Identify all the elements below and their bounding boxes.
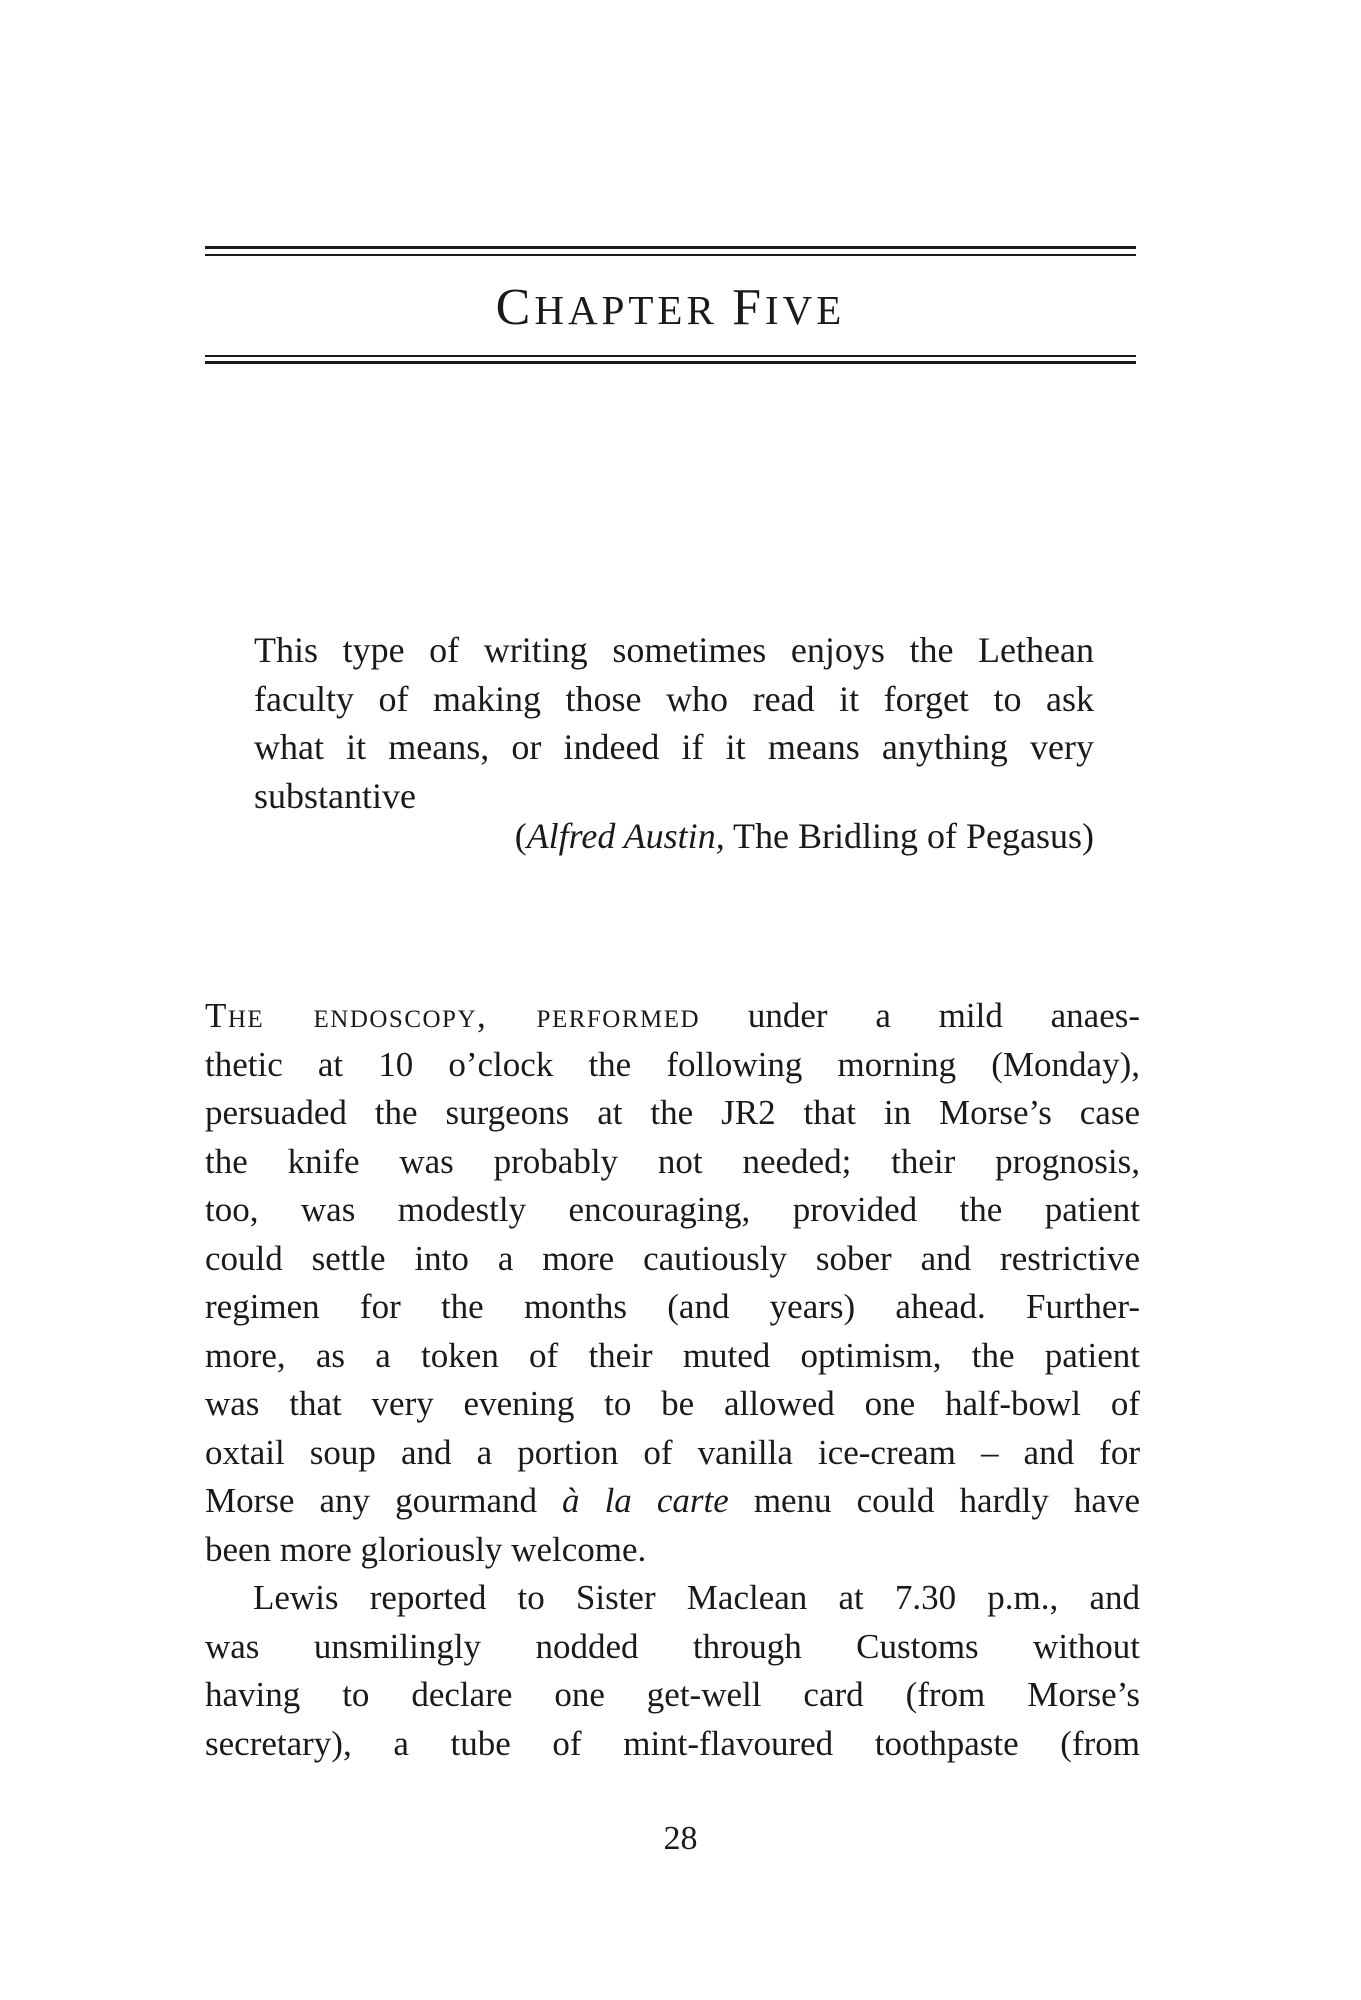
chapter-title-word-1: HAPTER: [534, 287, 718, 333]
attribution-work: The Bridling of Pegasus): [724, 816, 1094, 856]
body-line: was that very evening to be allowed one half-bowl of: [205, 1384, 1140, 1423]
chapter-title-cap-2: F: [732, 279, 765, 336]
body-line-text: under a mild anaes-: [700, 996, 1140, 1035]
body-line: Lewis reported to Sister Maclean at 7.30 p.m., and: [253, 1578, 1140, 1617]
body-line-text: Morse any gourmand: [205, 1481, 563, 1520]
epigraph: [254, 626, 1094, 820]
epigraph-line: faculty of making those who read it forget to ask: [254, 678, 1094, 719]
body-line: having to declare one get-well card (from Morse’s: [205, 1675, 1140, 1714]
body-line: regimen for the months (and years) ahead. Further-: [205, 1287, 1140, 1326]
epigraph-line: what it means, or indeed if it means anything very: [254, 727, 1094, 767]
chapter-title: [205, 279, 1136, 336]
body-line: could settle into a more cautiously sober and restrictive: [205, 1238, 1140, 1278]
paragraph-lead-in: The endoscopy, performed: [205, 996, 701, 1035]
body-line: too, was modestly encouraging, provided the patient: [205, 1190, 1140, 1229]
body-line: persuaded the surgeons at the JR2 that in Morse’s case: [205, 1093, 1140, 1132]
attribution-open-paren: (: [514, 816, 527, 856]
epigraph-line: substantive: [254, 775, 416, 816]
chapter-rule-top: [205, 246, 1136, 260]
italic-phrase: à la carte: [562, 1481, 729, 1520]
body-text: [205, 992, 1140, 1768]
body-line: been more gloriously welcome.: [205, 1529, 647, 1569]
chapter-title-cap-1: C: [495, 279, 535, 336]
epigraph-attribution: [254, 812, 1094, 860]
body-line: more, as a token of their muted optimism, the patient: [205, 1335, 1140, 1375]
page-number: 28: [663, 1820, 698, 1857]
body-line: [205, 992, 1140, 1041]
chapter-rule-bottom: [205, 355, 1136, 369]
body-line: was unsmilingly nodded through Customs without: [205, 1626, 1140, 1666]
body-line-text: menu could hardly have: [728, 1481, 1140, 1520]
body-line: [205, 1477, 1140, 1526]
attribution-author: Alfred Austin,: [526, 816, 725, 856]
body-line: thetic at 10 o’clock the following morning (Monday),: [205, 1044, 1140, 1084]
chapter-title-word-2: IVE: [765, 287, 846, 333]
epigraph-line: This type of writing sometimes enjoys the Lethean: [254, 630, 1094, 670]
body-line: secretary), a tube of mint-flavoured toothpaste (from: [205, 1723, 1140, 1763]
body-line: the knife was probably not needed; their prognosis,: [205, 1141, 1140, 1181]
body-line: oxtail soup and a portion of vanilla ice-cream – and for: [205, 1432, 1140, 1472]
